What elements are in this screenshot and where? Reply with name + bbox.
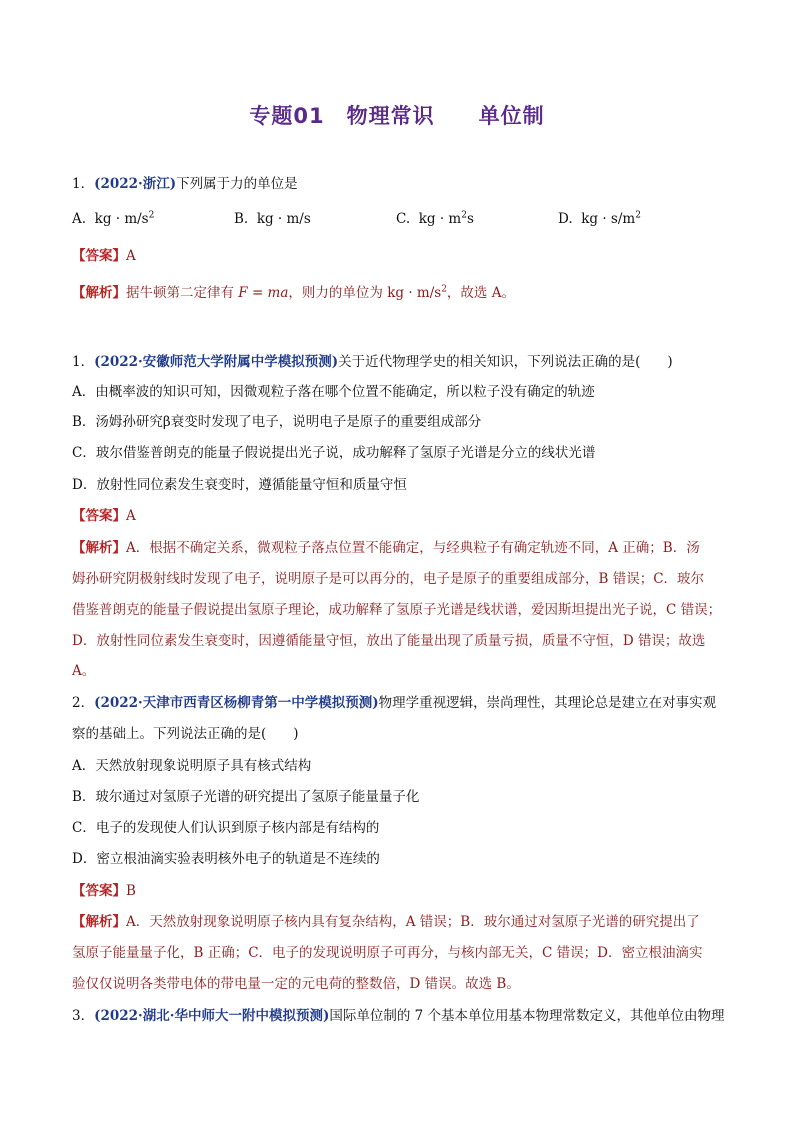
question-3-hubei: 3．(2022·湖北·华中师大一附中模拟预测)国际单位制的 7 个基本单位用基本物理常数定义，其他单位由物理: [72, 1008, 725, 1024]
analysis-line-2: 姆孙研究阴极射线时发现了电子，说明原子是可以再分的，电子是原子的重要组成部分，B 错误；C．玻尔: [72, 571, 705, 587]
question-stem-continued: 察的基础上。下列说法正确的是( ): [72, 726, 299, 742]
analysis-line: 【解析】据牛顿第二定律有 F = ma，则力的单位为 kg · $m/s^2$，故选 A。: [72, 284, 515, 301]
option-a: A．天然放射现象说明原子具有核式结构: [72, 758, 312, 774]
question-source: (2022·浙江): [94, 176, 177, 192]
answer-line: 【答案】B: [72, 883, 136, 899]
question-1-anhui: 1．(2022·安徽师范大学附属中学模拟预测)关于近代物理学史的相关知识，下列说法正确的是( ): [72, 354, 673, 370]
question-source: (2022·湖北·华中师大一附中模拟预测): [94, 1008, 330, 1024]
option-c: C．玻尔借鉴普朗克的能量子假说提出光子说，成功解释了氢原子光谱是分立的线状光谱: [72, 445, 596, 461]
answer-tag: 【答案】: [72, 248, 126, 264]
question-1-zhejiang: [72, 174, 732, 194]
question-source: (2022·安徽师范大学附属中学模拟预测): [94, 354, 339, 370]
question-source: (2022·天津市西青区杨柳青第一中学模拟预测): [94, 695, 379, 711]
analysis-line-4: D．放射性同位素发生衰变时，因遵循能量守恒，放出了能量出现了质量亏损，质量不守恒，D 错误；故选: [72, 633, 706, 649]
option-a: A．由概率波的知识可知，因微观粒子落在哪个位置不能确定，所以粒子没有确定的轨迹: [72, 384, 595, 400]
question-stem: 下列属于力的单位是: [176, 176, 298, 192]
page-title: 专题01 物理常识 单位制: [249, 104, 545, 128]
analysis-line-1: 【解析】A．天然放射现象说明原子核内具有复杂结构，A 错误；B．玻尔通过对氢原子光谱的研究提出了: [72, 914, 700, 930]
answer-line: [72, 246, 732, 266]
analysis-line-3: 验仅仅说明各类带电体的带电量一定的元电荷的整数倍，D 错误。故选 B。: [72, 976, 520, 992]
option-c: C．电子的发现使人们认识到原子核内部是有结构的: [72, 820, 380, 836]
formula: F = ma: [238, 285, 289, 301]
analysis-tag: 【解析】: [72, 285, 126, 301]
question-2-tianjin: 2．(2022·天津市西青区杨柳青第一中学模拟预测)物理学重视逻辑，崇尚理性，其理论总是建立在对事实观: [72, 695, 717, 711]
answer-line: 【答案】A: [72, 508, 136, 524]
answer-value: A: [126, 248, 136, 264]
option-d: D. kg · $s/m^2$: [558, 210, 641, 227]
option-b: B. kg · m/s: [234, 211, 311, 227]
option-a: A. kg · $m/s^2$: [72, 210, 155, 227]
option-b: B．汤姆孙研究β衰变时发现了电子，说明电子是原子的重要组成部分: [72, 414, 482, 430]
option-d: D．密立根油滴实验表明核外电子的轨道是不连续的: [72, 851, 380, 867]
option-b: B．玻尔通过对氢原子光谱的研究提出了氢原子能量量子化: [72, 789, 420, 805]
option-d: D．放射性同位素发生衰变时，遵循能量守恒和质量守恒: [72, 477, 407, 493]
question-number: 1．: [72, 176, 95, 192]
analysis-line-5: A。: [72, 663, 96, 679]
analysis-line-2: 氢原子能量量子化，B 正确；C．电子的发现说明原子可再分，与核内部无关，C 错误；D．密立根油滴实: [72, 945, 703, 961]
analysis-line-1: 【解析】A．根据不确定关系，微观粒子落点位置不能确定，与经典粒子有确定轨迹不同，A 正确；B．汤: [72, 540, 700, 556]
analysis-line-3: 借鉴普朗克的能量子假说提出氢原子理论，成功解释了氢原子光谱是线状谱，爱因斯坦提出光子说，C 错误；: [72, 602, 722, 618]
option-c: C. kg · $m^2s$: [396, 210, 474, 227]
question-stem: 关于近代物理学史的相关知识，下列说法正确的是( ): [338, 354, 673, 370]
